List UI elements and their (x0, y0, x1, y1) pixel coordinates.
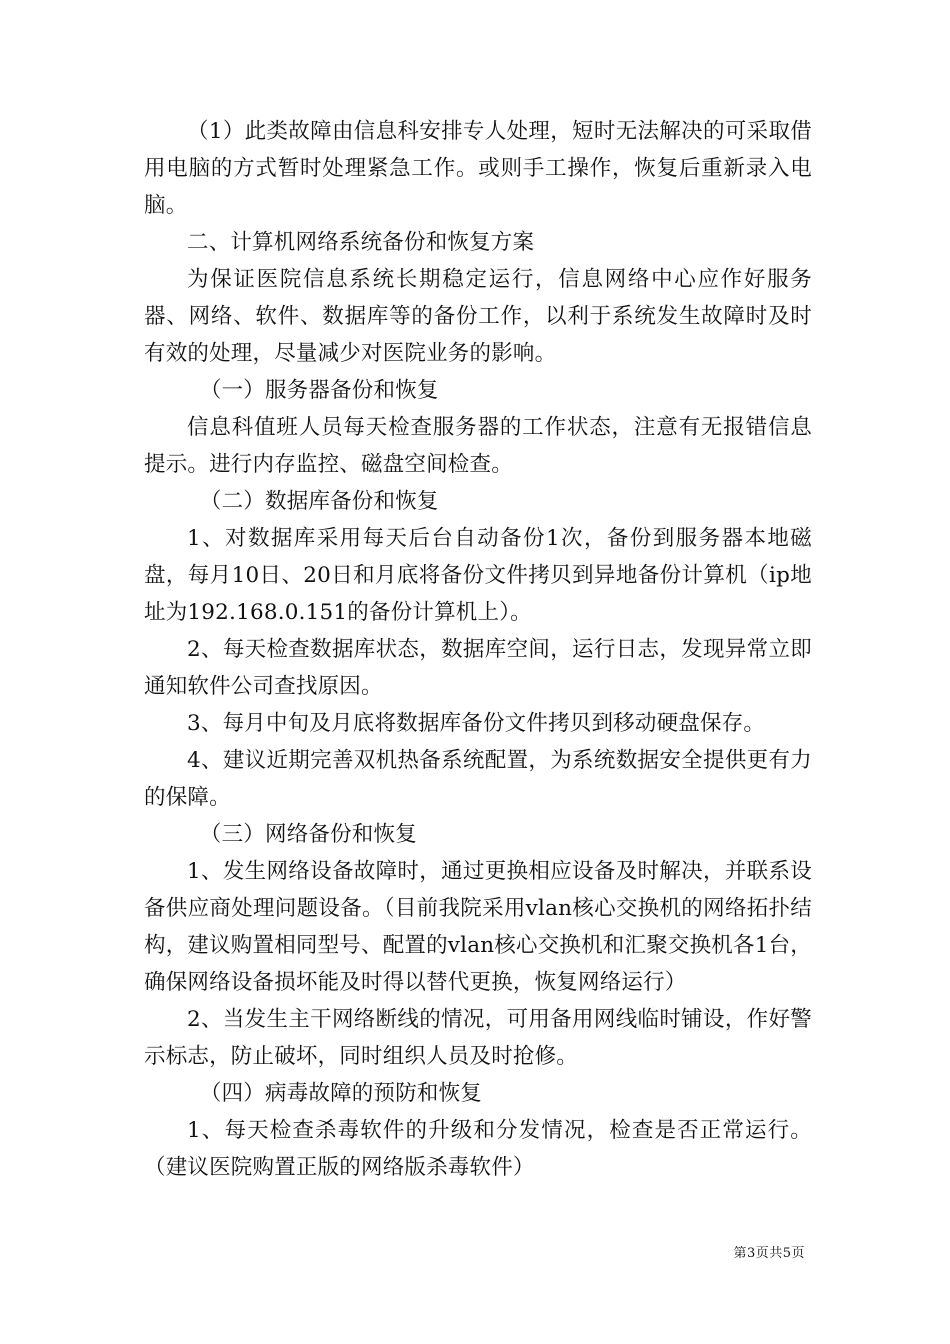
subheading-virus-prevention: （四）病毒故障的预防和恢复 (199, 1081, 482, 1106)
paragraph-database-item-4: 4、建议近期完善双机热备系统配置，为系统数据安全提供更有力的保障。 (144, 748, 812, 810)
page-number-footer: 第3页共5页 (733, 1246, 805, 1261)
paragraph-backup-intro: 为保证医院信息系统长期稳定运行，信息网络中心应作好服务器、网络、软件、数据库等的备份工作，以利于系统发生故障时及时有效的处理，尽量减少对医院业务的影响。 (144, 267, 812, 366)
paragraph-database-item-1: 1、对数据库采用每天后台自动备份1次，备份到服务器本地磁盘，每月10日、20日和月底将备份文件拷贝到异地备份计算机（ip地址为192.168.0.151的备份计算机上）。 (144, 526, 812, 625)
subheading-database-backup: （二）数据库备份和恢复 (199, 489, 439, 514)
paragraph-hardware-fault-handling: （1）此类故障由信息科安排专人处理，短时无法解决的可采取借用电脑的方式暂时处理紧急工作。或则手工操作，恢复后重新录入电脑。 (144, 119, 812, 218)
subheading-server-backup: （一）服务器备份和恢复 (199, 378, 439, 403)
paragraph-database-item-3: 3、每月中旬及月底将数据库备份文件拷贝到移动硬盘保存。 (187, 711, 766, 736)
paragraph-network-item-1: 1、发生网络设备故障时，通过更换相应设备及时解决，并联系设备供应商处理问题设备。（目前我院采用vlan核心交换机的网络拓扑结构，建议购置相同型号、配置的vlan核心交换机和汇聚交换机各1台，确保网络设备损坏能及时得以替代更换，恢复网络运行） (144, 859, 812, 995)
subheading-network-backup: （三）网络备份和恢复 (199, 822, 417, 847)
paragraph-database-item-2: 2、每天检查数据库状态，数据库空间，运行日志，发现异常立即通知软件公司查找原因。 (144, 637, 812, 699)
section-heading-backup-recovery: 二、计算机网络系统备份和恢复方案 (187, 230, 535, 255)
paragraph-virus-item-1: 1、每天检查杀毒软件的升级和分发情况，检查是否正常运行。（建议医院购置正版的网络版杀毒软件） (144, 1118, 812, 1180)
paragraph-network-item-2: 2、当发生主干网络断线的情况，可用备用网线临时铺设，作好警示标志，防止破坏，同时组织人员及时抢修。 (144, 1007, 812, 1069)
document-body (144, 113, 812, 1186)
paragraph-server-check: 信息科值班人员每天检查服务器的工作状态，注意有无报错信息提示。进行内存监控、磁盘空间检查。 (144, 415, 812, 477)
